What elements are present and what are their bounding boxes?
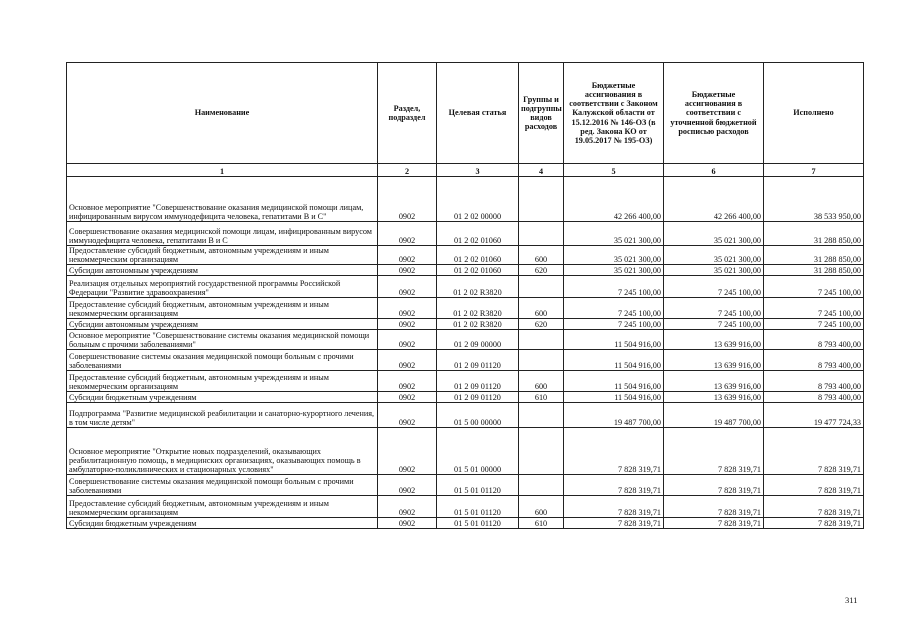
row-section: 0902 bbox=[378, 330, 437, 350]
row-executed: 31 288 850,00 bbox=[764, 222, 864, 246]
row-executed: 31 288 850,00 bbox=[764, 246, 864, 265]
row-expense-group bbox=[519, 403, 564, 428]
row-assigned-law: 7 828 319,71 bbox=[564, 428, 664, 475]
row-executed: 19 477 724,33 bbox=[764, 403, 864, 428]
row-executed: 8 793 400,00 bbox=[764, 350, 864, 371]
row-assigned-law: 7 245 100,00 bbox=[564, 298, 664, 319]
row-assigned-roster: 7 245 100,00 bbox=[664, 276, 764, 298]
budget-execution-table bbox=[66, 62, 864, 529]
row-section: 0902 bbox=[378, 403, 437, 428]
table-row bbox=[67, 319, 864, 330]
row-expense-group bbox=[519, 177, 564, 222]
column-number: 1 bbox=[67, 164, 378, 177]
table-row bbox=[67, 222, 864, 246]
row-assigned-roster: 35 021 300,00 bbox=[664, 222, 764, 246]
table-row bbox=[67, 371, 864, 392]
row-section: 0902 bbox=[378, 265, 437, 276]
row-section: 0902 bbox=[378, 496, 437, 518]
column-number-row bbox=[67, 164, 864, 177]
row-target-article: 01 2 09 01120 bbox=[437, 392, 519, 403]
row-assigned-law: 7 828 319,71 bbox=[564, 475, 664, 496]
header-name: Наименование bbox=[67, 63, 378, 164]
row-section: 0902 bbox=[378, 276, 437, 298]
row-assigned-roster: 35 021 300,00 bbox=[664, 265, 764, 276]
table-row bbox=[67, 265, 864, 276]
row-assigned-law: 35 021 300,00 bbox=[564, 222, 664, 246]
row-assigned-law: 35 021 300,00 bbox=[564, 265, 664, 276]
row-assigned-roster: 19 487 700,00 bbox=[664, 403, 764, 428]
row-section: 0902 bbox=[378, 298, 437, 319]
row-assigned-law: 7 245 100,00 bbox=[564, 276, 664, 298]
column-number: 4 bbox=[519, 164, 564, 177]
header-executed: Исполнено bbox=[764, 63, 864, 164]
row-target-article: 01 2 02 R3820 bbox=[437, 319, 519, 330]
row-section: 0902 bbox=[378, 392, 437, 403]
row-expense-group bbox=[519, 222, 564, 246]
header-target-article: Целевая статья bbox=[437, 63, 519, 164]
row-name: Предоставление субсидий бюджетным, автономным учреждениям и иным некоммерческим организациям bbox=[67, 246, 378, 265]
row-executed: 38 533 950,00 bbox=[764, 177, 864, 222]
row-name: Субсидии бюджетным учреждениям bbox=[67, 518, 378, 529]
row-target-article: 01 5 01 01120 bbox=[437, 518, 519, 529]
row-assigned-law: 7 828 319,71 bbox=[564, 496, 664, 518]
row-name: Предоставление субсидий бюджетным, автономным учреждениям и иным некоммерческим организациям bbox=[67, 298, 378, 319]
row-assigned-roster: 13 639 916,00 bbox=[664, 330, 764, 350]
row-assigned-roster: 7 828 319,71 bbox=[664, 475, 764, 496]
row-target-article: 01 2 02 00000 bbox=[437, 177, 519, 222]
row-target-article: 01 2 09 01120 bbox=[437, 350, 519, 371]
column-number: 2 bbox=[378, 164, 437, 177]
row-section: 0902 bbox=[378, 371, 437, 392]
row-assigned-roster: 13 639 916,00 bbox=[664, 350, 764, 371]
row-assigned-roster: 35 021 300,00 bbox=[664, 246, 764, 265]
row-section: 0902 bbox=[378, 246, 437, 265]
row-executed: 7 828 319,71 bbox=[764, 496, 864, 518]
row-assigned-law: 42 266 400,00 bbox=[564, 177, 664, 222]
table-row bbox=[67, 330, 864, 350]
column-number: 3 bbox=[437, 164, 519, 177]
header-assigned-roster: Бюджетные ассигнования в соответствии с уточненной бюджетной росписью расходов bbox=[664, 63, 764, 164]
column-number: 5 bbox=[564, 164, 664, 177]
row-assigned-law: 11 504 916,00 bbox=[564, 330, 664, 350]
row-assigned-roster: 7 828 319,71 bbox=[664, 428, 764, 475]
table-row bbox=[67, 518, 864, 529]
row-assigned-law: 7 245 100,00 bbox=[564, 319, 664, 330]
row-name: Субсидии автономным учреждениям bbox=[67, 319, 378, 330]
row-executed: 7 828 319,71 bbox=[764, 428, 864, 475]
row-assigned-law: 19 487 700,00 bbox=[564, 403, 664, 428]
row-executed: 8 793 400,00 bbox=[764, 371, 864, 392]
row-name: Реализация отдельных мероприятий государственной программы Российской Федерации "Развитие здравоохранения" bbox=[67, 276, 378, 298]
table-row bbox=[67, 403, 864, 428]
row-expense-group: 600 bbox=[519, 298, 564, 319]
row-target-article: 01 2 09 01120 bbox=[437, 371, 519, 392]
row-assigned-law: 7 828 319,71 bbox=[564, 518, 664, 529]
row-target-article: 01 2 02 01060 bbox=[437, 222, 519, 246]
header-section: Раздел, подраздел bbox=[378, 63, 437, 164]
row-assigned-law: 11 504 916,00 bbox=[564, 371, 664, 392]
row-target-article: 01 2 02 01060 bbox=[437, 265, 519, 276]
row-name: Подпрограмма "Развитие медицинской реабилитации и санаторно-курортного лечения, в том числе детям" bbox=[67, 403, 378, 428]
row-target-article: 01 5 01 01120 bbox=[437, 475, 519, 496]
table-row bbox=[67, 276, 864, 298]
table-header-row bbox=[67, 63, 864, 164]
row-expense-group: 620 bbox=[519, 319, 564, 330]
row-section: 0902 bbox=[378, 350, 437, 371]
row-executed: 8 793 400,00 bbox=[764, 392, 864, 403]
row-section: 0902 bbox=[378, 428, 437, 475]
row-assigned-roster: 7 245 100,00 bbox=[664, 319, 764, 330]
row-name: Предоставление субсидий бюджетным, автономным учреждениям и иным некоммерческим организациям bbox=[67, 371, 378, 392]
row-executed: 7 245 100,00 bbox=[764, 319, 864, 330]
row-section: 0902 bbox=[378, 319, 437, 330]
row-expense-group: 600 bbox=[519, 371, 564, 392]
row-target-article: 01 2 09 00000 bbox=[437, 330, 519, 350]
row-expense-group bbox=[519, 350, 564, 371]
row-executed: 7 828 319,71 bbox=[764, 518, 864, 529]
row-name: Совершенствование системы оказания медицинской помощи больным с прочими заболеваниями bbox=[67, 350, 378, 371]
table-row bbox=[67, 246, 864, 265]
row-name: Совершенствование оказания медицинской помощи лицам, инфицированным вирусом иммунодефицита человека, гепатитами В и С bbox=[67, 222, 378, 246]
row-target-article: 01 2 02 01060 bbox=[437, 246, 519, 265]
column-number: 6 bbox=[664, 164, 764, 177]
row-assigned-roster: 7 828 319,71 bbox=[664, 518, 764, 529]
row-expense-group: 600 bbox=[519, 246, 564, 265]
row-expense-group: 610 bbox=[519, 392, 564, 403]
table-row bbox=[67, 496, 864, 518]
row-assigned-law: 11 504 916,00 bbox=[564, 392, 664, 403]
row-name: Субсидии автономным учреждениям bbox=[67, 265, 378, 276]
row-assigned-law: 35 021 300,00 bbox=[564, 246, 664, 265]
table-row bbox=[67, 350, 864, 371]
row-name: Совершенствование системы оказания медицинской помощи больным с прочими заболеваниями bbox=[67, 475, 378, 496]
table-row bbox=[67, 428, 864, 475]
table-row bbox=[67, 298, 864, 319]
row-expense-group bbox=[519, 475, 564, 496]
row-name: Предоставление субсидий бюджетным, автономным учреждениям и иным некоммерческим организациям bbox=[67, 496, 378, 518]
table-row bbox=[67, 392, 864, 403]
row-assigned-roster: 42 266 400,00 bbox=[664, 177, 764, 222]
row-target-article: 01 5 00 00000 bbox=[437, 403, 519, 428]
row-assigned-roster: 7 828 319,71 bbox=[664, 496, 764, 518]
header-assigned-law: Бюджетные ассигнования в соответствии с Законом Калужской области от 15.12.2016 № 146-ОЗ (в ред. Закона КО от 19.05.2017 № 195-ОЗ) bbox=[564, 63, 664, 164]
row-target-article: 01 2 02 R3820 bbox=[437, 298, 519, 319]
row-name: Субсидии бюджетным учреждениям bbox=[67, 392, 378, 403]
row-assigned-roster: 13 639 916,00 bbox=[664, 371, 764, 392]
row-name: Основное мероприятие "Совершенствование оказания медицинской помощи лицам, инфицированным вирусом иммунодефицита человека, гепатитами В и С" bbox=[67, 177, 378, 222]
row-target-article: 01 5 01 00000 bbox=[437, 428, 519, 475]
row-assigned-roster: 7 245 100,00 bbox=[664, 298, 764, 319]
row-executed: 7 245 100,00 bbox=[764, 298, 864, 319]
row-expense-group: 620 bbox=[519, 265, 564, 276]
row-expense-group bbox=[519, 330, 564, 350]
row-name: Основное мероприятие "Открытие новых подразделений, оказывающих реабилитационную помощь, в медицинских организациях, оказывающих помощь в амбулаторно-поликлинических и стационарных условиях" bbox=[67, 428, 378, 475]
page-number: 311 bbox=[845, 595, 858, 605]
row-section: 0902 bbox=[378, 475, 437, 496]
row-assigned-roster: 13 639 916,00 bbox=[664, 392, 764, 403]
table-row bbox=[67, 475, 864, 496]
row-executed: 7 828 319,71 bbox=[764, 475, 864, 496]
row-expense-group: 610 bbox=[519, 518, 564, 529]
column-number: 7 bbox=[764, 164, 864, 177]
row-executed: 31 288 850,00 bbox=[764, 265, 864, 276]
row-assigned-law: 11 504 916,00 bbox=[564, 350, 664, 371]
row-section: 0902 bbox=[378, 222, 437, 246]
row-executed: 7 245 100,00 bbox=[764, 276, 864, 298]
row-section: 0902 bbox=[378, 177, 437, 222]
header-expense-group: Группы и подгруппы видов расходов bbox=[519, 63, 564, 164]
row-name: Основное мероприятие "Совершенствование системы оказания медицинской помощи больным с прочими заболеваниями" bbox=[67, 330, 378, 350]
table-row bbox=[67, 177, 864, 222]
row-executed: 8 793 400,00 bbox=[764, 330, 864, 350]
row-target-article: 01 5 01 01120 bbox=[437, 496, 519, 518]
row-target-article: 01 2 02 R3820 bbox=[437, 276, 519, 298]
row-expense-group: 600 bbox=[519, 496, 564, 518]
row-section: 0902 bbox=[378, 518, 437, 529]
row-expense-group bbox=[519, 276, 564, 298]
row-expense-group bbox=[519, 428, 564, 475]
